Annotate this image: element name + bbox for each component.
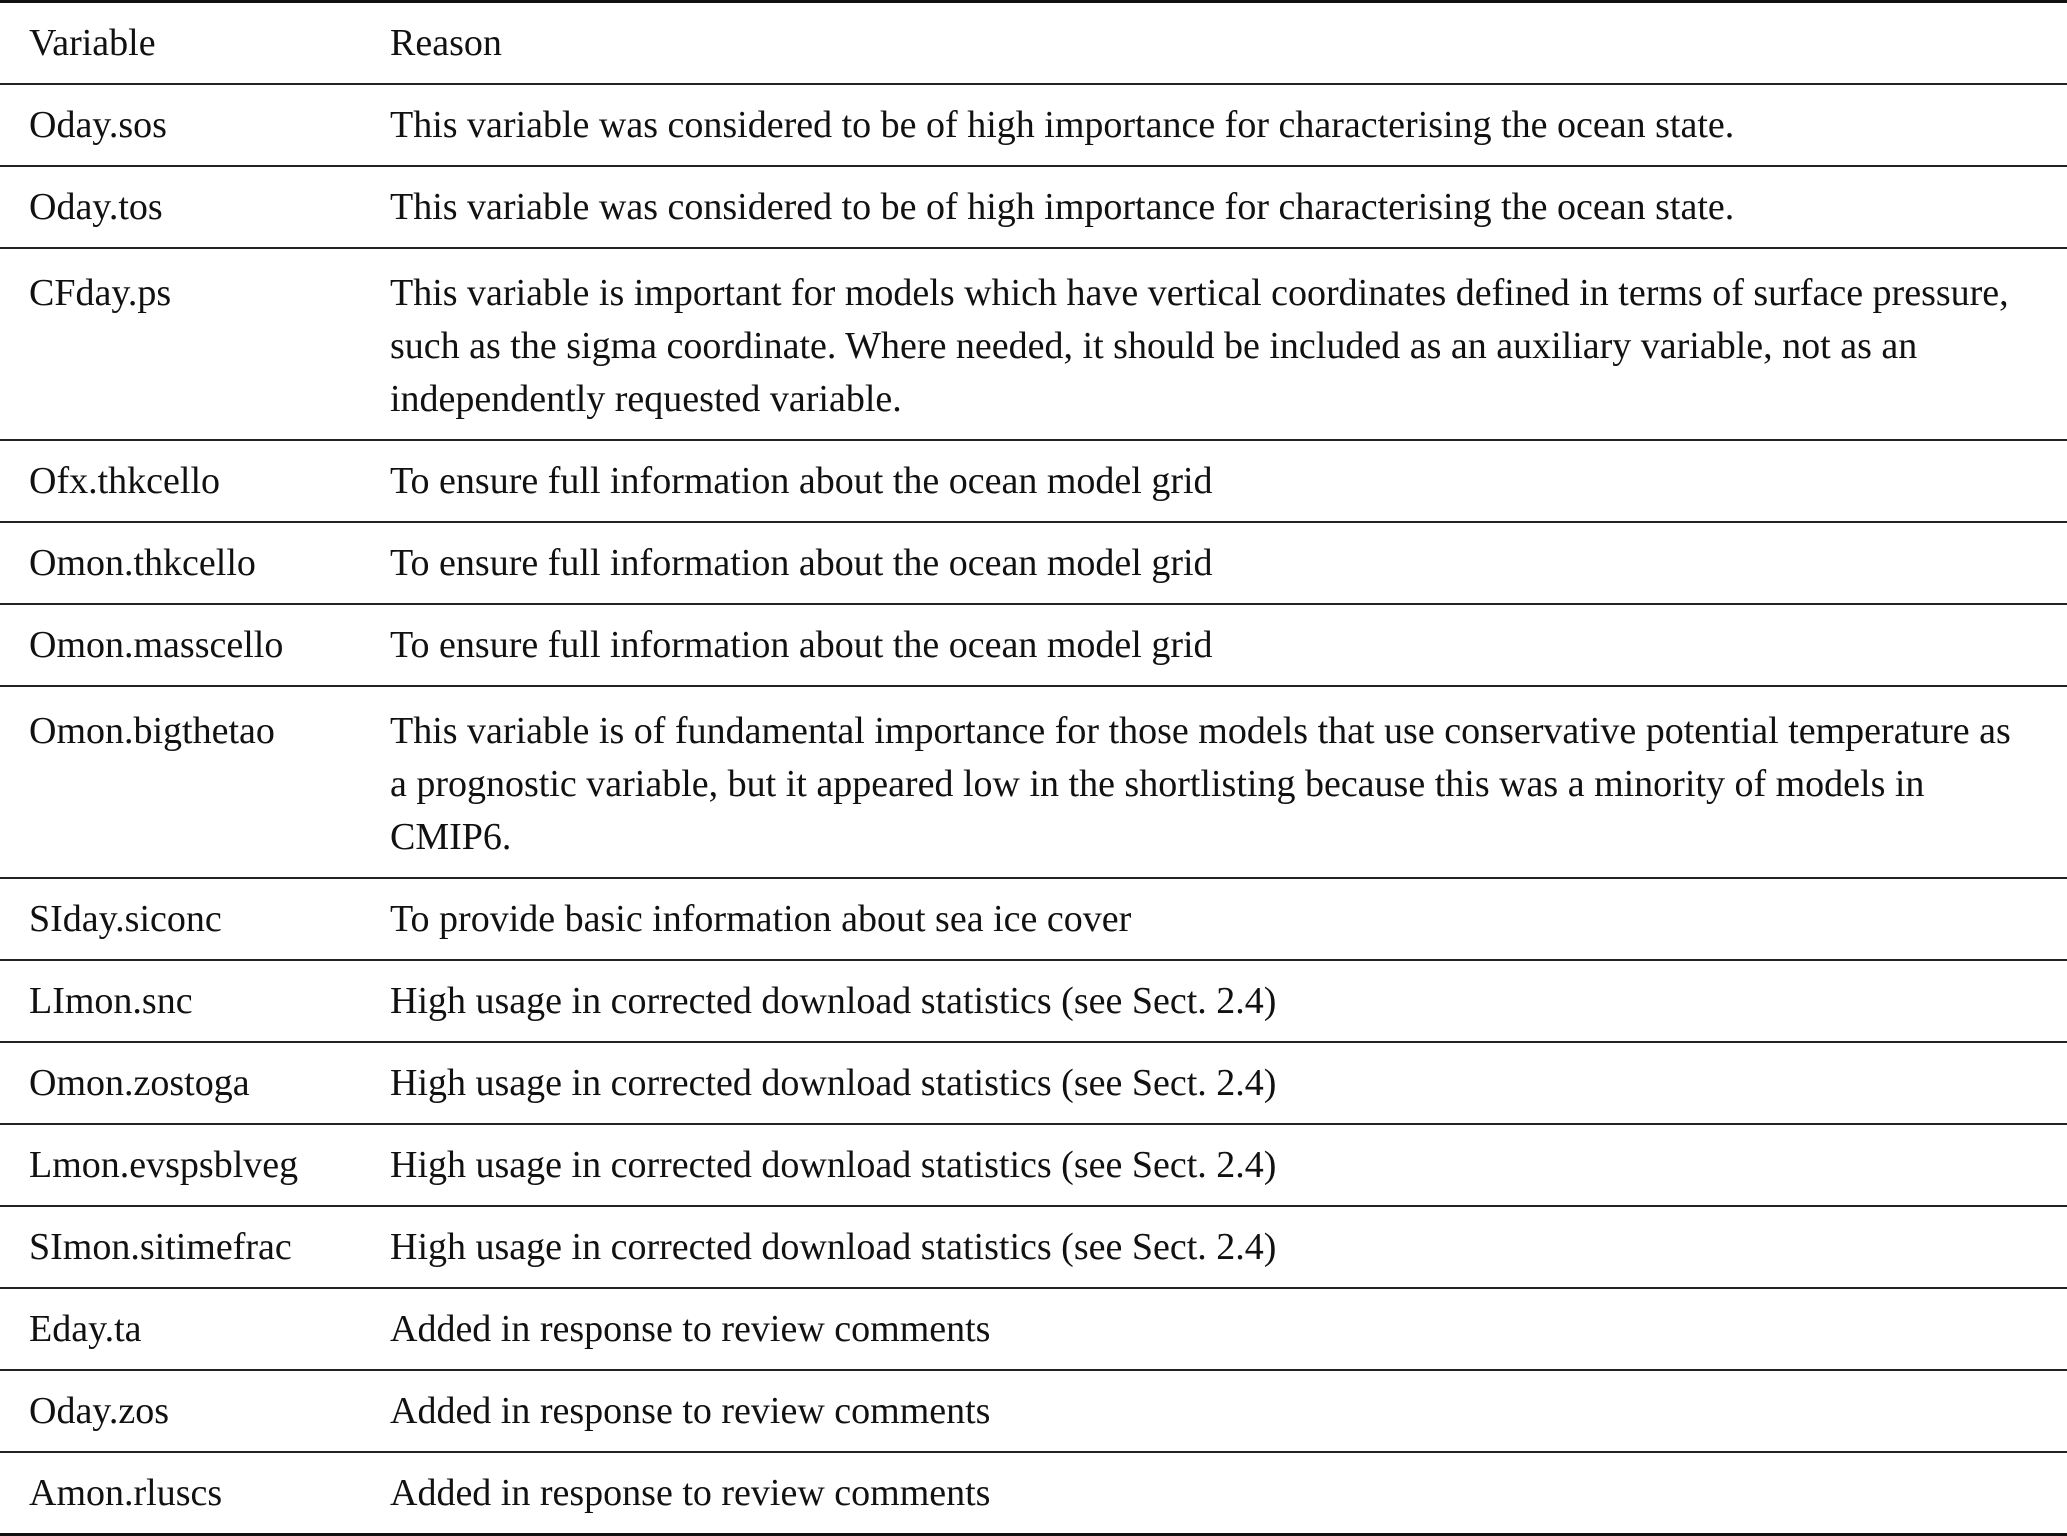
reason-cell: Added in response to review comments xyxy=(390,1390,991,1432)
reason-cell: High usage in corrected download statistics (see Sect. 2.4) xyxy=(390,1226,1277,1268)
reason-cell: This variable was considered to be of high importance for characterising the ocean state. xyxy=(390,186,1735,228)
table-row xyxy=(0,686,2067,878)
variable-cell: LImon.snc xyxy=(29,980,193,1022)
table-row xyxy=(0,166,2067,248)
variable-cell: Amon.rluscs xyxy=(29,1472,223,1514)
reason-cell: Added in response to review comments xyxy=(390,1308,991,1350)
table-row xyxy=(0,522,2067,604)
table-row xyxy=(0,440,2067,522)
reason-cell: To ensure full information about the ocean model grid xyxy=(390,460,1213,502)
table-row xyxy=(0,604,2067,686)
table-row xyxy=(0,878,2067,960)
header-reason: Reason xyxy=(390,22,502,64)
variable-cell: Oday.zos xyxy=(29,1390,169,1432)
reason-cell: High usage in corrected download statistics (see Sect. 2.4) xyxy=(390,1144,1277,1186)
variable-cell: Omon.bigthetao xyxy=(29,710,275,752)
variable-cell: Omon.thkcello xyxy=(29,542,256,584)
reason-cell: Added in response to review comments xyxy=(390,1472,991,1514)
table-row xyxy=(0,84,2067,166)
table-row xyxy=(0,248,2067,440)
variable-cell: Oday.tos xyxy=(29,186,163,228)
variable-cell: Ofx.thkcello xyxy=(29,460,221,502)
table-row xyxy=(0,960,2067,1042)
variable-cell: SIday.siconc xyxy=(29,898,222,940)
variable-cell: SImon.sitimefrac xyxy=(29,1226,292,1268)
reason-cell: This variable was considered to be of high importance for characterising the ocean state. xyxy=(390,104,1735,146)
variable-cell: Lmon.evspsblveg xyxy=(29,1144,299,1186)
reason-cell: High usage in corrected download statistics (see Sect. 2.4) xyxy=(390,1062,1277,1104)
reason-cell: To ensure full information about the ocean model grid xyxy=(390,624,1213,666)
reason-cell: To ensure full information about the ocean model grid xyxy=(390,542,1213,584)
table-row xyxy=(0,1124,2067,1206)
table-row xyxy=(0,1042,2067,1124)
reason-cell: This variable is important for models which have vertical coordinates defined in terms of surface pressure, such as the sigma coordinate. Where needed, it should be included as an auxiliary variable, not as an independently requested variable. xyxy=(390,272,2009,420)
header-variable: Variable xyxy=(29,22,156,64)
variable-cell: Omon.masscello xyxy=(29,624,284,666)
variable-cell: CFday.ps xyxy=(29,272,172,314)
table-row xyxy=(0,1370,2067,1452)
table-header-row xyxy=(0,2,2067,85)
reason-cell: To provide basic information about sea ice cover xyxy=(390,898,1132,940)
variable-cell: Oday.sos xyxy=(29,104,167,146)
variable-cell: Eday.ta xyxy=(29,1308,142,1350)
table-row xyxy=(0,1452,2067,1535)
reason-cell: High usage in corrected download statistics (see Sect. 2.4) xyxy=(390,980,1277,1022)
table-row xyxy=(0,1288,2067,1370)
reason-cell: This variable is of fundamental importance for those models that use conservative potential temperature as a prognostic variable, but it appeared low in the shortlisting because this was a minority of models in CMIP6. xyxy=(390,710,2011,858)
variable-cell: Omon.zostoga xyxy=(29,1062,250,1104)
table-row xyxy=(0,1206,2067,1288)
